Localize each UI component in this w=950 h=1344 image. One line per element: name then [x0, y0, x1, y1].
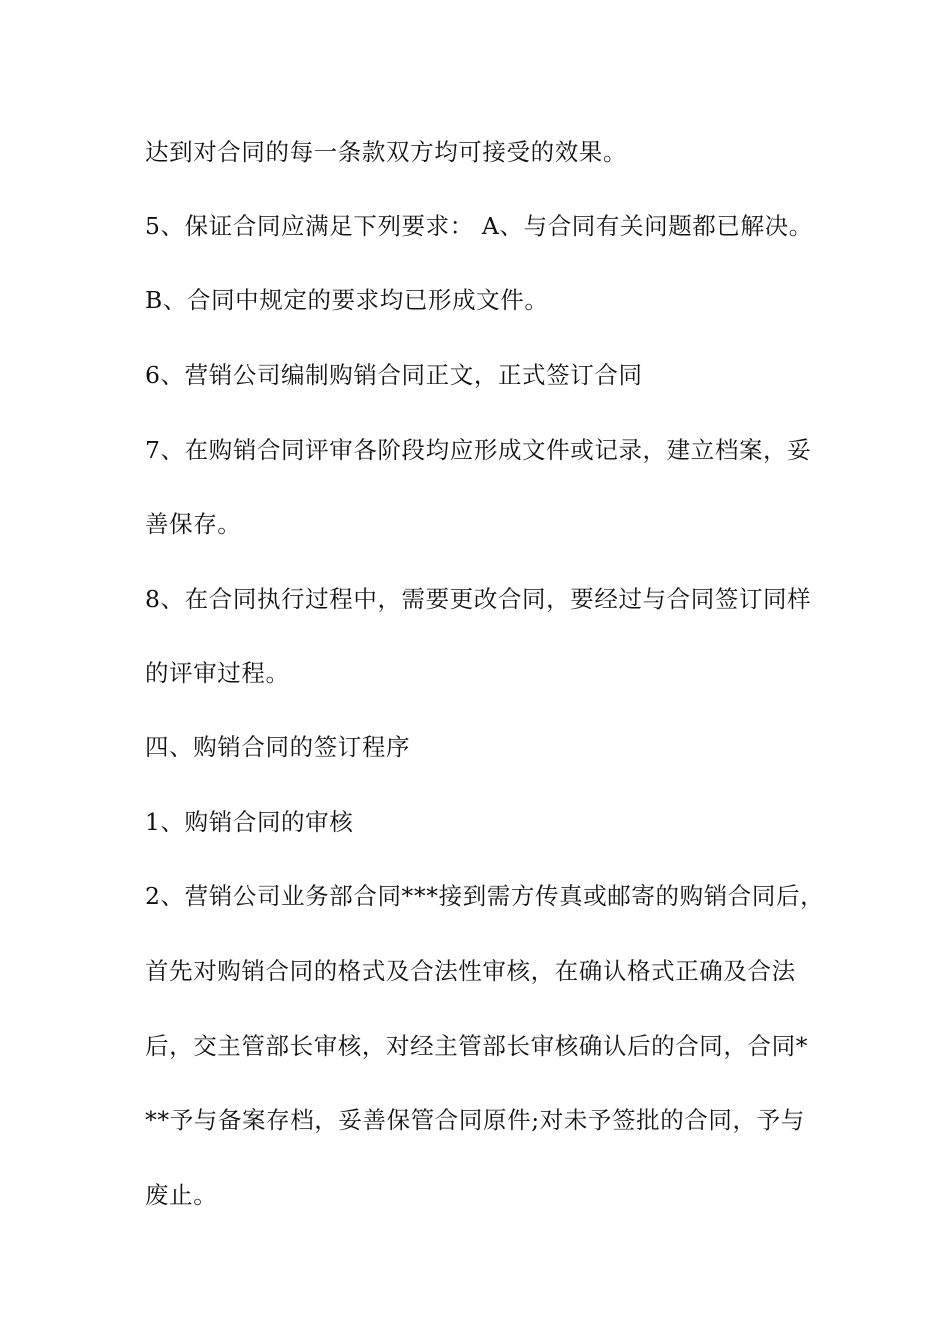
text-line: 5、保证合同应满足下列要求： A、与合同有关问题都已解决。 — [145, 212, 813, 240]
text-line: 达到对合同的每一条款双方均可接受的效果。 — [145, 138, 627, 166]
text-line: 的评审过程。 — [145, 659, 290, 687]
text-line: 6、营销公司编制购销合同正文，正式签订合同 — [145, 361, 643, 389]
text-line: 首先对购销合同的格式及合法性审核，在确认格式正确及合法 — [145, 957, 796, 985]
text-line: 废止。 — [145, 1181, 218, 1209]
text-line: 1、购销合同的审核 — [145, 808, 354, 836]
text-line: 2、营销公司业务部合同***接到需方传真或邮寄的购销合同后， — [145, 882, 825, 910]
text-line: 善保存。 — [145, 510, 242, 538]
section-heading: 四、购销合同的签订程序 — [145, 733, 411, 761]
text-line: **予与备案存档，妥善保管合同原件;对未予签批的合同，予与 — [145, 1106, 805, 1134]
text-line: B、合同中规定的要求均已形成文件。 — [145, 286, 549, 314]
text-line: 7、在购销合同评审各阶段均应形成文件或记录，建立档案，妥 — [145, 436, 812, 464]
text-line: 8、在合同执行过程中，需要更改合同，要经过与合同签订同样 — [145, 585, 812, 613]
text-line: 后，交主管部长审核，对经主管部长审核确认后的合同，合同* — [145, 1032, 809, 1060]
